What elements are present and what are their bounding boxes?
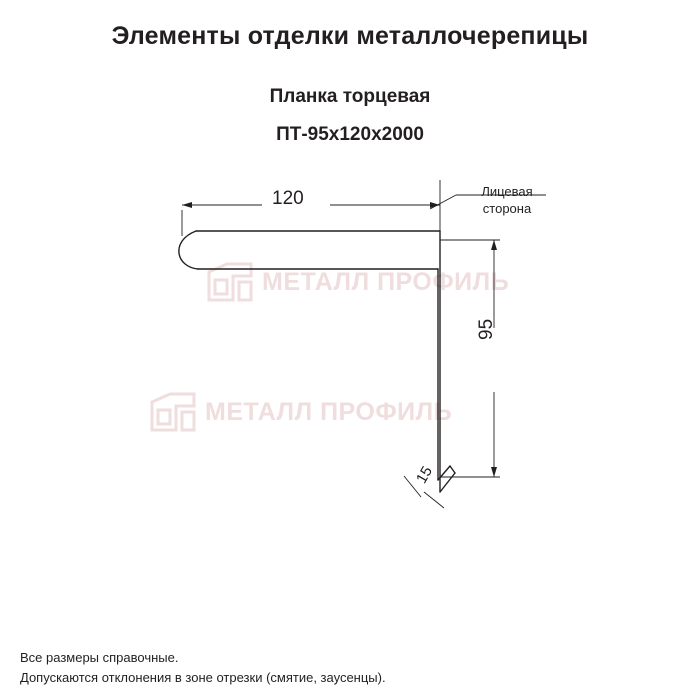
dimension-lines — [182, 180, 500, 508]
footer-note-2: Допускаются отклонения в зоне отрезки (смятие, заусенцы). — [20, 670, 386, 685]
footer-note-1: Все размеры справочные. — [20, 650, 179, 665]
watermark-text: МЕТАЛЛ ПРОФИЛЬ — [262, 267, 510, 296]
page-title: Элементы отделки металлочерепицы — [111, 22, 589, 50]
face-side-label — [462, 183, 552, 217]
face-side-label-line2: сторона — [482, 201, 532, 216]
dimension-flange-label: 15 — [413, 463, 437, 487]
dimension-height-label: 95 — [476, 318, 497, 340]
product-code: ПТ-95х120х2000 — [276, 124, 424, 145]
watermark-text: МЕТАЛЛ ПРОФИЛЬ — [205, 397, 453, 426]
face-side-label-line1: Лицевая — [481, 184, 533, 199]
dimension-width-label: 120 — [272, 188, 304, 209]
product-name: Планка торцевая — [269, 86, 431, 107]
profile-outline — [179, 231, 455, 492]
